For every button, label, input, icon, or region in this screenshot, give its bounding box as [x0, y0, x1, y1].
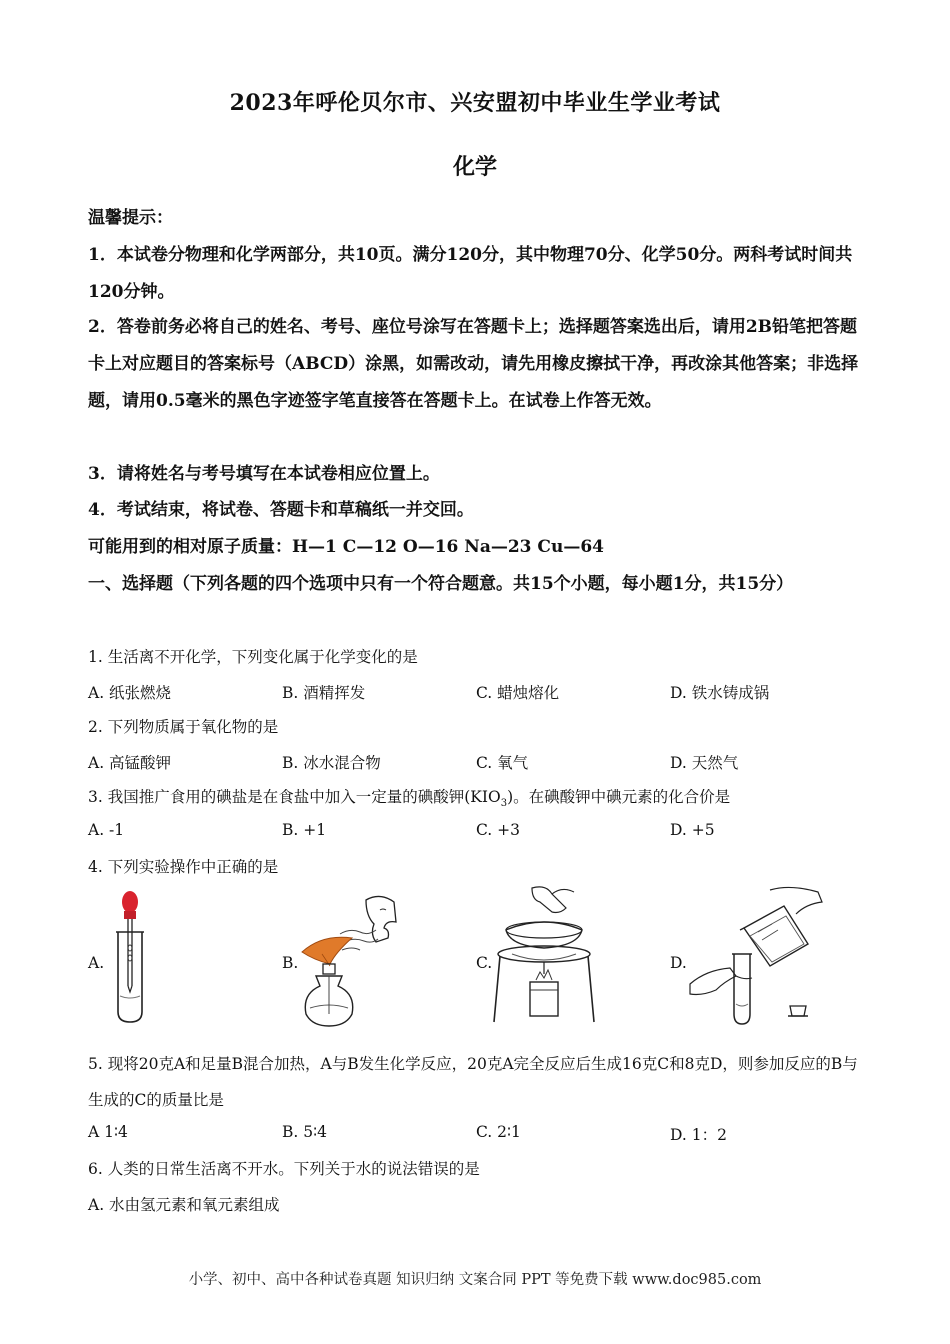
tip-1: 1．本试卷分物理和化学两部分，共10页。满分120分，其中物理70分、化学50分。两科考试时间共120分钟。 [88, 245, 853, 302]
option-d: D. 铁水铸成锅 [670, 684, 770, 702]
question-3-stem-post: )。在碘酸钾中碘元素的化合价是 [507, 788, 731, 806]
tip-4: 4．考试结束，将试卷、答题卡和草稿纸一并交回。 [88, 500, 474, 520]
question-6-options [88, 1193, 868, 1215]
option-c: C. 蜡烛熔化 [476, 684, 560, 702]
pouring-liquid-figure [686, 884, 836, 1030]
question-5-options [88, 1123, 868, 1145]
option-b: B. 冰水混合物 [282, 754, 381, 772]
exam-title: 2023年呼伦贝尔市、兴安盟初中毕业生学业考试 [229, 90, 721, 116]
option-b: B. [282, 954, 299, 972]
option-a: A. 水由氢元素和氧元素组成 [88, 1196, 280, 1214]
question-5-stem: 5. 现将20克A和足量B混合加热，A与B发生化学反应，20克A完全反应后生成16克C和8克D，则参加反应的B与生成的C的质量比是 [88, 1055, 858, 1109]
section-heading: 一、选择题（下列各题的四个选项中只有一个符合题意。共15个小题，每小题1分，共15分） [88, 574, 794, 594]
option-d: D. 天然气 [670, 754, 739, 772]
tip-2: 2．答卷前务必将自己的姓名、考号、座位号涂写在答题卡上；选择题答案选出后，请用2B铅笔把答题卡上对应题目的答案标号（ABCD）涂黑，如需改动，请先用橡皮擦拭干净，再改涂其他答案；非选择题，请用0.5毫米的黑色字迹签字笔直接答在答题卡上。在试卷上作答无效。 [88, 317, 859, 411]
question-3-stem-pre: 3. 我国推广食用的碘盐是在食盐中加入一定量的碘酸钾(KIO [88, 788, 501, 806]
option-b: B. 5∶4 [282, 1123, 328, 1141]
question-6-stem: 6. 人类的日常生活离不开水。下列关于水的说法错误的是 [88, 1160, 480, 1178]
option-b: B. +1 [282, 821, 327, 839]
tips-heading: 温馨提示： [88, 208, 173, 228]
option-d: D. +5 [670, 821, 715, 839]
question-2-options [88, 751, 868, 773]
option-c: C. 2∶1 [476, 1123, 521, 1141]
option-c: C. +3 [476, 821, 521, 839]
question-4-stem: 4. 下列实验操作中正确的是 [88, 858, 279, 876]
smelling-alcohol-lamp-figure [296, 890, 426, 1030]
option-d: D. 1：2 [670, 1126, 727, 1144]
page-footer: 小学、初中、高中各种试卷真题 知识归纳 文案合同 PPT 等免费下载 www.doc985.com [188, 1272, 762, 1288]
option-c: C. 氧气 [476, 754, 529, 772]
question-3-stem [88, 786, 868, 815]
question-1-stem: 1. 生活离不开化学，下列变化属于化学变化的是 [88, 648, 418, 666]
option-b: B. 酒精挥发 [282, 684, 366, 702]
question-1-options [88, 681, 868, 703]
atomic-masses: 可能用到的相对原子质量：H—1 C—12 O—16 Na—23 Cu—64 [88, 537, 604, 557]
tip-3: 3．请将姓名与考号填写在本试卷相应位置上。 [88, 464, 440, 484]
evaporating-dish-tripod-figure [490, 884, 598, 1028]
question-3-options [88, 821, 868, 843]
option-a: A. 纸张燃烧 [88, 684, 172, 702]
option-a: A. [88, 954, 105, 972]
option-a: A. -1 [88, 821, 125, 839]
option-c: C. [476, 954, 493, 972]
dropper-in-test-tube-figure [108, 888, 152, 1028]
question-3-subscript: 3 [500, 798, 508, 810]
subject-title: 化学 [452, 154, 497, 180]
option-a: A 1∶4 [88, 1123, 128, 1141]
option-d: D. [670, 954, 687, 972]
question-2-stem: 2. 下列物质属于氧化物的是 [88, 718, 279, 736]
option-a: A. 高锰酸钾 [88, 754, 172, 772]
